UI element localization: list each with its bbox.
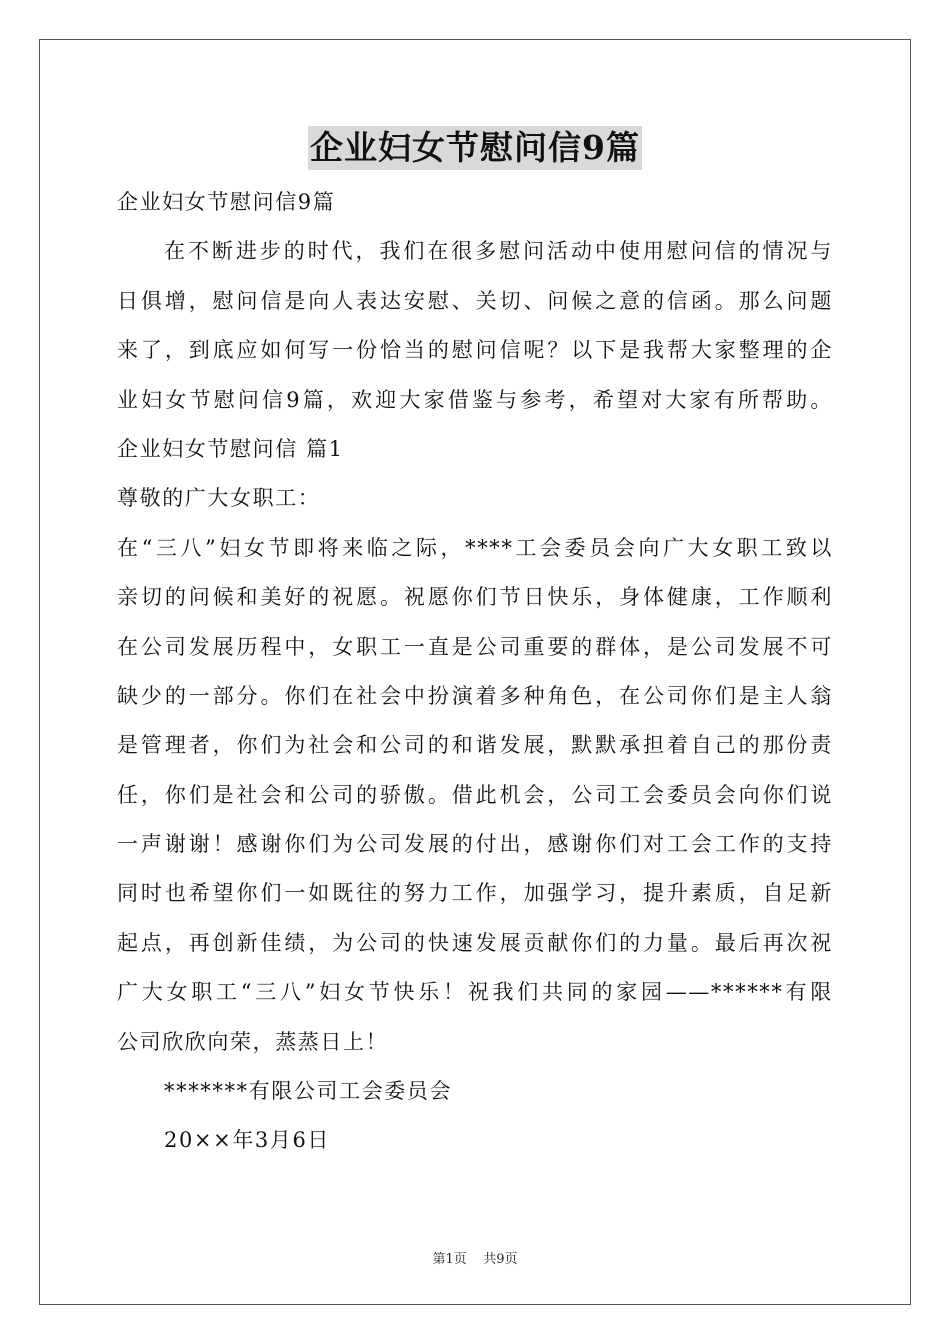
body-line: 一声谢谢！感谢你们为公司发展的付出，感谢你们对工会工作的支持 bbox=[117, 832, 833, 857]
body-line: 任，你们是社会和公司的骄傲。借此机会，公司工会委员会向你们说 bbox=[117, 782, 833, 807]
body-line: 在公司发展历程中，女职工一直是公司重要的群体，是公司发展不可 bbox=[117, 634, 833, 659]
document-body bbox=[117, 178, 833, 1166]
date-line: 20××年3月6日 bbox=[164, 1128, 331, 1153]
title-container bbox=[0, 126, 950, 170]
body-line: 是管理者，你们为社会和公司的和谐发展，默默承担着自己的那份责 bbox=[117, 733, 833, 758]
body-line: 同时也希望你们一如既往的努力工作，加强学习，提升素质，自足新 bbox=[117, 881, 833, 906]
page-number: 第1页 共9页 bbox=[432, 1252, 518, 1267]
page-footer bbox=[0, 1248, 950, 1267]
body-line: 企业妇女节慰问信9篇 bbox=[117, 190, 336, 214]
body-line: 缺少的一部分。你们在社会中扮演着多种角色，在公司你们是主人翁 bbox=[117, 683, 833, 708]
document-title: 企业妇女节慰问信9篇 bbox=[308, 126, 642, 170]
body-line: 在不断进步的时代，我们在很多慰问活动中使用慰问信的情况与 bbox=[164, 239, 833, 264]
body-line: 业妇女节慰问信9篇，欢迎大家借鉴与参考，希望对大家有所帮助。 bbox=[117, 387, 833, 412]
signature: *******有限公司工会委员会 bbox=[164, 1079, 453, 1104]
salutation: 尊敬的广大女职工： bbox=[117, 486, 321, 511]
body-line: 日俱增，慰问信是向人表达安慰、关切、问候之意的信函。那么问题 bbox=[117, 288, 833, 313]
body-line: 广大女职工“三八”妇女节快乐！祝我们共同的家园——******有限 bbox=[117, 980, 833, 1005]
body-line: 来了，到底应如何写一份恰当的慰问信呢？以下是我帮大家整理的企 bbox=[117, 338, 833, 363]
body-line: 公司欣欣向荣，蒸蒸日上！ bbox=[117, 1029, 389, 1054]
body-line: 起点，再创新佳绩，为公司的快速发展贡献你们的力量。最后再次祝 bbox=[117, 930, 833, 955]
section-heading: 企业妇女节慰问信 篇1 bbox=[117, 436, 344, 461]
body-line: 在“三八”妇女节即将来临之际，****工会委员会向广大女职工致以 bbox=[117, 535, 833, 560]
body-line: 亲切的问候和美好的祝愿。祝愿你们节日快乐，身体健康，工作顺利 bbox=[117, 585, 833, 610]
